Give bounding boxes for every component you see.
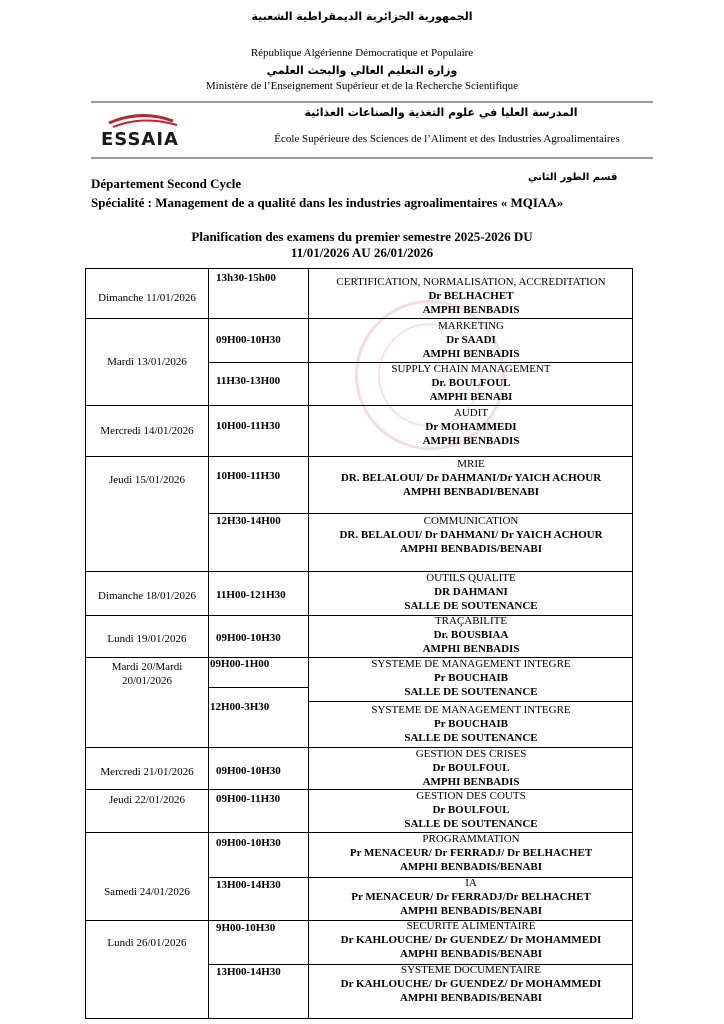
department-label-ar: قسم الطور الثاني [528, 172, 618, 183]
ministry-title-fr: Ministère de l’Enseignement Supérieur et de la Recherche Scientifique [205, 80, 519, 92]
exam-professor: Pr MENACEUR/ Dr FERRADJ/Dr BELHACHET [351, 891, 591, 903]
republic-title-ar: الجمهورية الجزائرية الديمقراطية الشعبية [251, 10, 473, 23]
time-slot: 10H00-11H30 [216, 470, 281, 482]
exam-subject: SECURITE ALIMENTAIRE [406, 920, 536, 932]
exam-room: AMPHI BENBADIS/BENABI [399, 948, 543, 960]
exam-professor: Pr MENACEUR/ Dr FERRADJ/ Dr BELHACHET [349, 847, 593, 859]
exam-room: AMPHI BENBADIS [422, 643, 520, 655]
exam-entry [311, 571, 631, 613]
specialty-label: Spécialité : Management de a qualité dans les industries agroalimentaires « MQIAA» [91, 195, 564, 210]
exam-professor: Dr. BOULFOUL [431, 377, 511, 389]
exam-subject: OUTILS QUALITE [426, 572, 516, 584]
exam-professor: DR. BELALOUI/ Dr DAHMANI/Dr YAICH ACHOUR [340, 472, 602, 484]
exam-entry [311, 362, 631, 404]
exam-subject: AUDIT [453, 407, 489, 419]
exam-professor: Dr SAADI [446, 334, 496, 346]
school-name-fr: École Supérieure des Sciences de l’Aliment et des Industries Agroalimentaires [274, 133, 620, 145]
exam-schedule-table [85, 268, 633, 1019]
exam-entry [311, 457, 631, 499]
school-name-ar: المدرسة العليا في علوم التغذية والصناعات الغذائية [304, 106, 578, 119]
exam-professor: Pr BOUCHAIB [433, 672, 509, 684]
day-label: Dimanche 18/01/2026 [97, 590, 197, 602]
plan-title-line2: 11/01/2026 AU 26/01/2026 [290, 245, 434, 260]
school-logo [91, 103, 231, 157]
exam-room: SALLE DE SOUTENANCE [404, 818, 538, 830]
exam-entry [311, 319, 631, 361]
time-slot: 12H00-3H30 [210, 701, 270, 713]
exam-room: AMPHI BENABI [429, 391, 513, 403]
exam-subject: SYSTEME DE MANAGEMENT INTEGRE [371, 658, 571, 670]
time-slot: 12H30-14H00 [216, 515, 281, 527]
exam-entry [311, 406, 631, 448]
exam-professor: Pr BOUCHAIB [433, 718, 509, 730]
exam-subject: SYSTEME DOCUMENTAIRE [401, 964, 541, 976]
day-label: Lundi 26/01/2026 [107, 937, 187, 949]
day-label: Lundi 19/01/2026 [107, 633, 187, 645]
time-slot: 13H00-14H30 [216, 966, 281, 978]
republic-title-fr: République Algérienne Démocratique et Populaire [250, 47, 474, 59]
exam-subject: IA [465, 877, 477, 889]
time-slot: 09H00-10H30 [216, 765, 281, 777]
exam-room: AMPHI BENBADIS/BENABI [399, 992, 543, 1004]
exam-subject: COMMUNICATION [423, 515, 519, 527]
exam-entry [311, 657, 631, 699]
day-label: Mardi 13/01/2026 [107, 356, 187, 368]
exam-entry [311, 703, 631, 745]
exam-professor: Dr KAHLOUCHE/ Dr GUENDEZ/ Dr MOHAMMEDI [340, 934, 602, 946]
day-label: Jeudi 15/01/2026 [108, 474, 186, 486]
time-slot: 11H30-13H00 [216, 375, 281, 387]
exam-entry [311, 514, 631, 556]
exam-professor: DR DAHMANI [434, 586, 508, 598]
exam-subject: GESTION DES CRISES [415, 748, 527, 760]
exam-entry [311, 832, 631, 874]
exam-room: AMPHI BENBADIS/BENABI [399, 543, 543, 555]
time-slot: 09H00-1H00 [210, 658, 270, 670]
slot-separator [208, 687, 308, 688]
exam-entry [311, 747, 631, 789]
exam-professor: Dr KAHLOUCHE/ Dr GUENDEZ/ Dr MOHAMMEDI [340, 978, 602, 990]
exam-room: AMPHI BENBADIS [422, 776, 520, 788]
exam-entry [311, 963, 631, 1005]
exam-room: AMPHI BENBADI/BENABI [403, 486, 539, 498]
exam-subject: SYSTEME DE MANAGEMENT INTEGRE [371, 704, 571, 716]
exam-professor: Dr BOULFOUL [432, 762, 510, 774]
exam-room: AMPHI BENBADIS [422, 348, 520, 360]
ministry-title-ar: وزارة التعليم العالي والبحث العلمي [266, 64, 458, 77]
exam-subject: TRAÇABILITE [434, 615, 508, 627]
time-slot: 09H00-10H30 [216, 632, 281, 644]
plan-title-line1: Planification des examens du premier semestre 2025-2026 DU [191, 229, 533, 244]
exam-entry [311, 919, 631, 961]
exam-room: AMPHI BENBADIS/BENABI [399, 905, 543, 917]
column-divider-day [208, 269, 209, 1018]
exam-entry [311, 876, 631, 918]
day-label: Mardi 20/Mardi 20/01/2026 [111, 661, 183, 687]
day-label: Mercredi 14/01/2026 [100, 425, 194, 437]
exam-room: AMPHI BENBADIS [422, 304, 520, 316]
exam-room: SALLE DE SOUTENANCE [404, 732, 538, 744]
day-label: Dimanche 11/01/2026 [98, 292, 196, 304]
department-label: Département Second Cycle [91, 176, 242, 191]
exam-room: SALLE DE SOUTENANCE [404, 686, 538, 698]
column-divider-time [308, 269, 309, 1018]
exam-subject: PROGRAMMATION [422, 833, 520, 845]
exam-professor: Dr BOULFOUL [432, 804, 510, 816]
exam-entry [311, 614, 631, 656]
exam-professor: Dr. BOUSBIAA [433, 629, 509, 641]
day-label: Samedi 24/01/2026 [104, 886, 190, 898]
exam-subject: GESTION DES COUTS [416, 790, 526, 802]
exam-subject: MARKETING [438, 320, 504, 332]
exam-professor: Dr BELHACHET [428, 290, 514, 302]
time-slot: 9H00-10H30 [216, 922, 276, 934]
exam-subject: MRIE [457, 458, 485, 470]
time-slot: 11H00-121H30 [216, 589, 286, 601]
exam-room: AMPHI BENBADIS/BENABI [399, 861, 543, 873]
time-slot: 09H00-11H30 [216, 793, 281, 805]
day-label: Mercredi 21/01/2026 [100, 766, 194, 778]
exam-entry [311, 789, 631, 831]
school-banner [91, 101, 653, 159]
exam-subject: CERTIFICATION, NORMALISATION, ACCREDITATION [336, 276, 606, 288]
exam-room: AMPHI BENBADIS [422, 435, 520, 447]
time-slot: 09H00-10H30 [216, 334, 281, 346]
exam-professor: Dr MOHAMMEDI [425, 421, 517, 433]
exam-room: SALLE DE SOUTENANCE [404, 600, 538, 612]
time-slot: 13h30-15h00 [216, 272, 276, 284]
exam-entry [311, 275, 631, 317]
time-slot: 10H00-11H30 [216, 420, 281, 432]
time-slot: 09H00-10H30 [216, 837, 281, 849]
slot-separator [308, 701, 632, 702]
exam-professor: DR. BELALOUI/ Dr DAHMANI/ Dr YAICH ACHOUR [339, 529, 603, 541]
day-label: Jeudi 22/01/2026 [108, 794, 186, 806]
time-slot: 13H00-14H30 [216, 879, 281, 891]
exam-subject: SUPPLY CHAIN MANAGEMENT [391, 363, 551, 375]
school-logo-text: ESSAIA [101, 129, 179, 150]
